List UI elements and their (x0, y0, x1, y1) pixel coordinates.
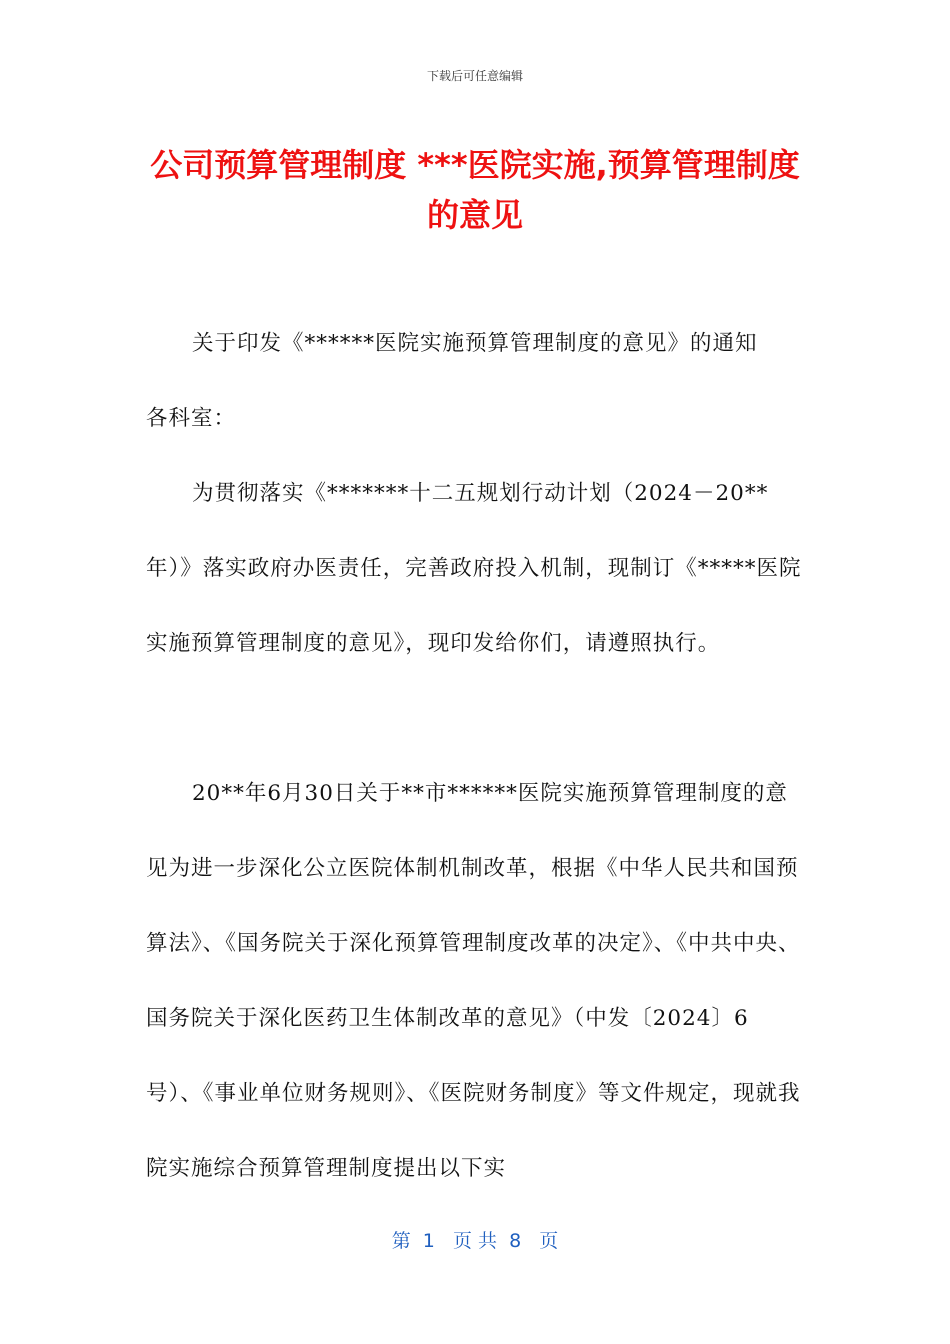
paragraph-opinion: 20**年6月30日关于**市******医院实施预算管理制度的意见为进一步深化公立医院体制机制改革，根据《中华人民共和国预算法》、《国务院关于深化预算管理制度改革的决定》、《中共中央、国务院关于深化医药卫生体制改革的意见》（中发〔2024〕6号）、《事业单位财务规则》、《医院财务制度》等文件规定，现就我院实施综合预算管理制度提出以下实 (146, 781, 801, 1181)
paragraph-intro: 为贯彻落实《*******十二五规划行动计划（2024－20**年）》落实政府办医责任，完善政府投入机制，现制订《*****医院实施预算管理制度的意见》，现印发给你们，请遵照执行。 (146, 481, 802, 656)
opinion-section (146, 756, 802, 1206)
document-title: 公司预算管理制度 ***医院实施,预算管理制度的意见 (150, 146, 800, 234)
notice-title: 关于印发《******医院实施预算管理制度的意见》的通知 (192, 331, 758, 356)
page-indicator: 第 1 页 共 8 页 (391, 1230, 559, 1252)
notice-section (146, 306, 802, 681)
addressee: 各科室： (146, 406, 237, 431)
header-note: 下载后可任意编辑 (426, 69, 523, 83)
